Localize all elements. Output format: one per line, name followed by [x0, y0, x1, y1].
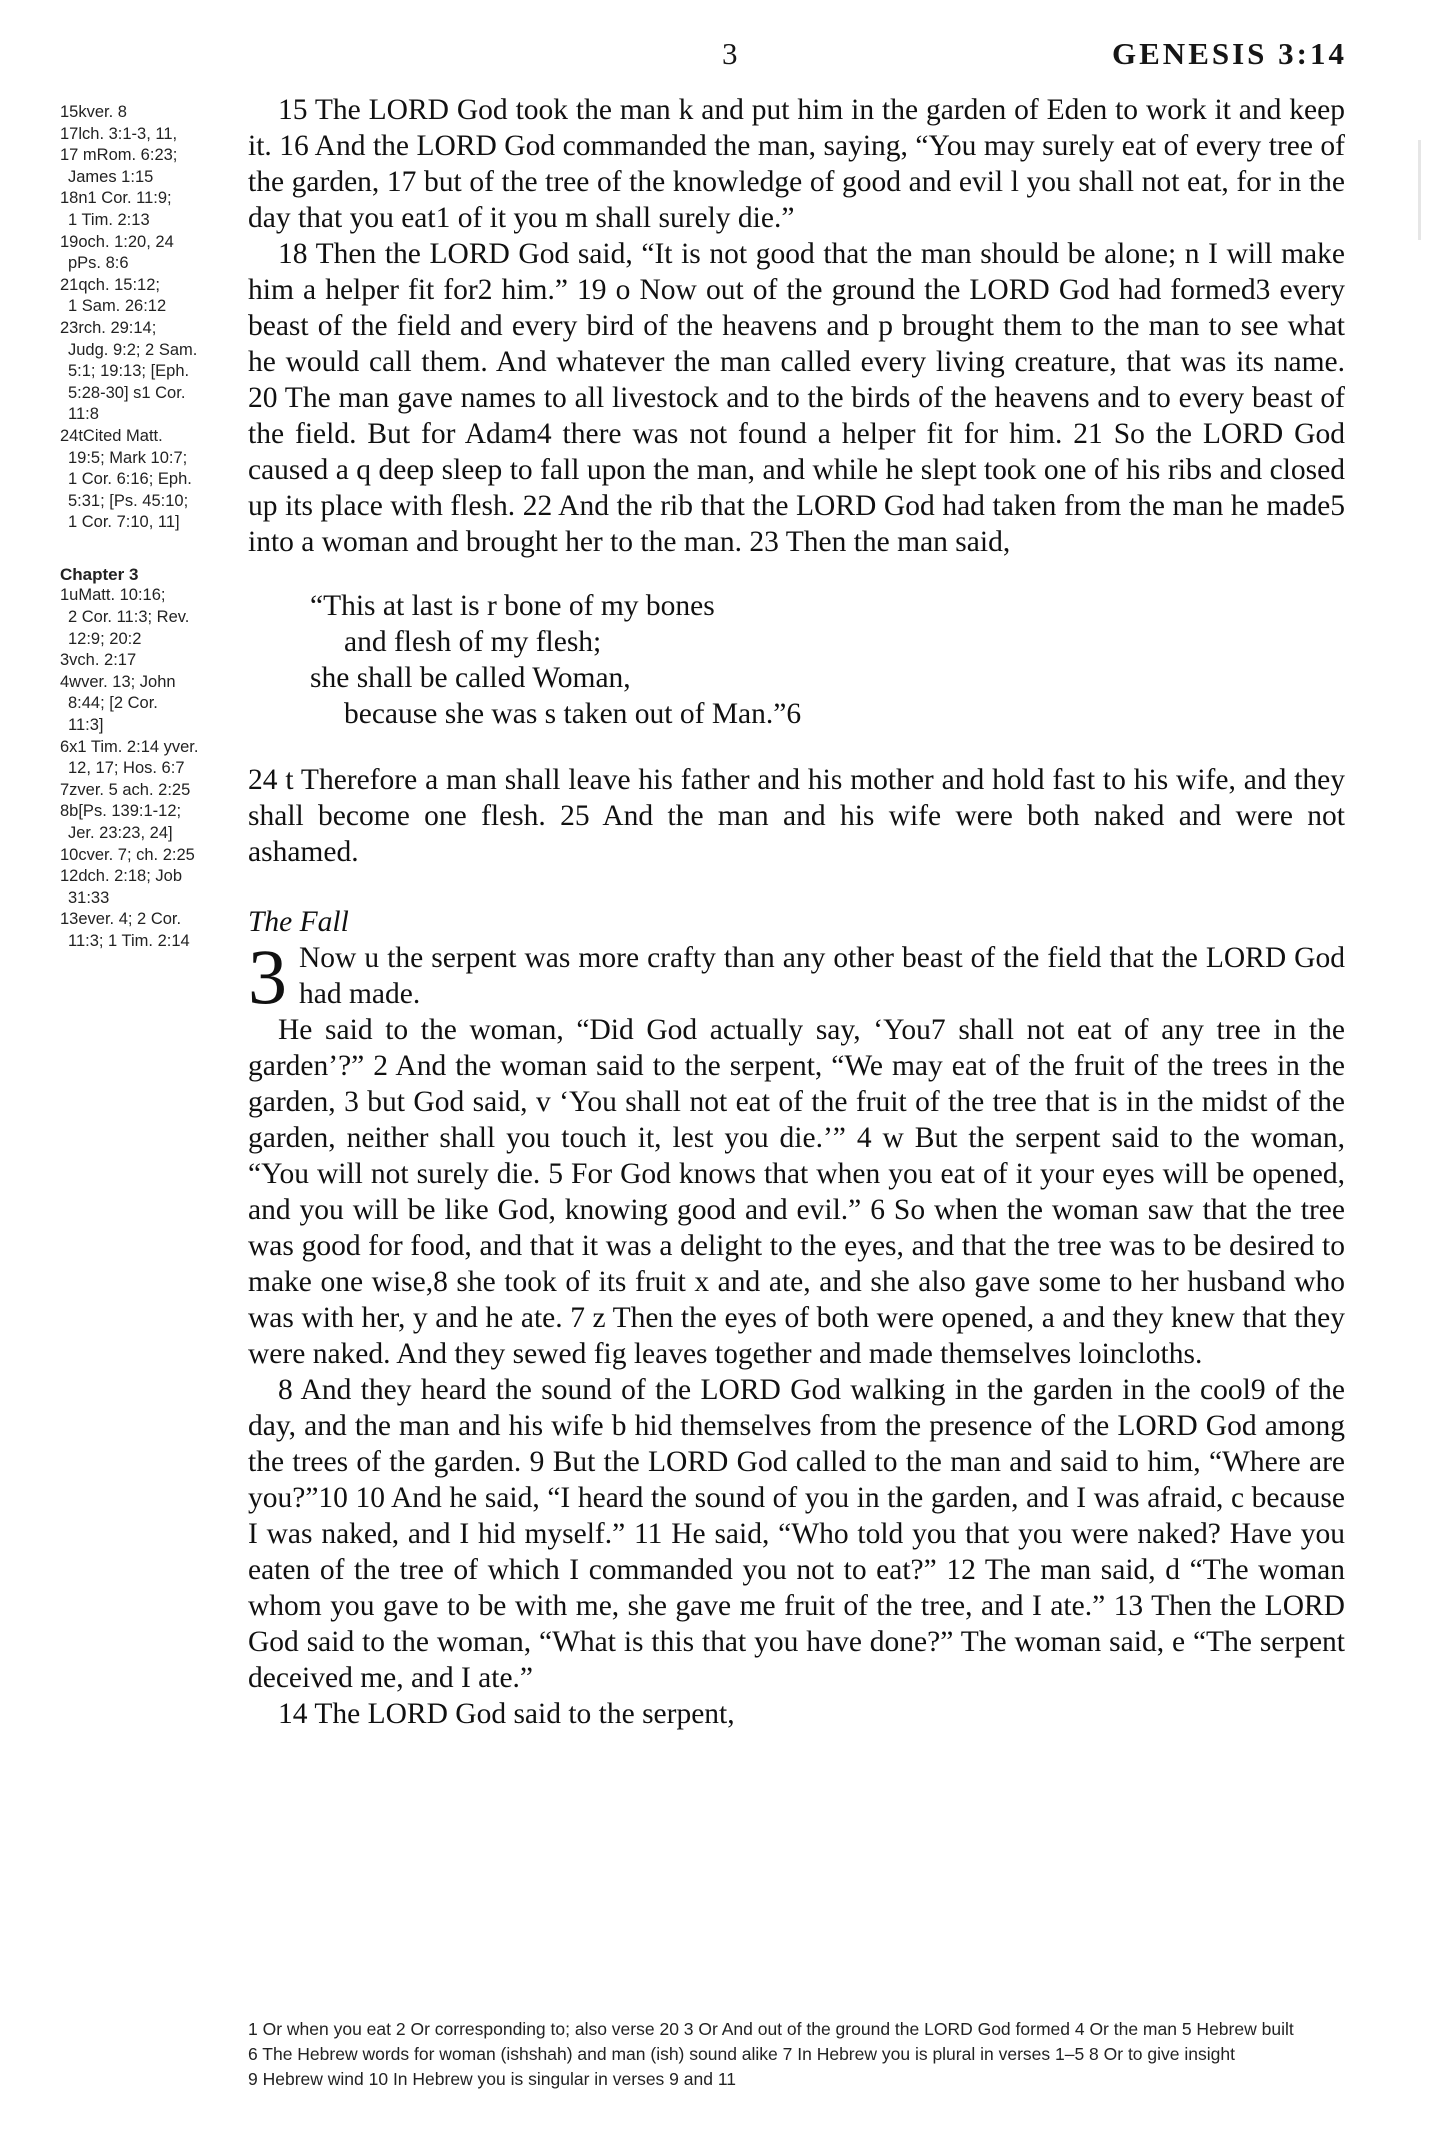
page-edge-mark	[1418, 140, 1421, 240]
cross-ref-line: 4wver. 13; John	[60, 672, 176, 691]
running-head: GENESIS 3:14	[1112, 36, 1347, 71]
cross-ref-line: 1 Cor. 7:10, 11]	[68, 513, 180, 532]
footnote-line: 9 Hebrew wind 10 In Hebrew you is singular in verses 9 and 11	[248, 2069, 736, 2089]
cross-ref-line: 24tCited Matt.	[60, 426, 163, 445]
cross-ref-line: 10cver. 7; ch. 2:25	[60, 845, 195, 864]
section-heading: The Fall	[248, 906, 349, 938]
cross-ref-line: Judg. 9:2; 2 Sam.	[68, 340, 198, 359]
page-header	[0, 36, 1429, 76]
chapter-number-drop-cap: 3	[248, 933, 287, 1020]
cross-ref-line: 1 Sam. 26:12	[68, 297, 167, 316]
cross-reference-column	[60, 102, 235, 953]
cross-ref-line: pPs. 8:6	[68, 254, 129, 273]
cross-ref-line: 17lch. 3:1-3, 11,	[60, 124, 178, 143]
cross-ref-line: 1 Cor. 6:16; Eph.	[68, 470, 192, 489]
poem-line: she shall be called Woman,	[310, 662, 631, 694]
cross-ref-line: 8b[Ps. 139:1-12;	[60, 802, 182, 821]
poem-line: and flesh of my flesh;	[344, 626, 602, 658]
cross-ref-line: 13ever. 4; 2 Cor.	[60, 910, 182, 929]
paragraph-verses-8-13: 8 And they heard the sound of the LORD God walking in the garden in the cool9 of the day, and the man and his wife b hid themselves from the presence of the LORD God among the trees of the garden. 9 But the LORD God called to the man and said to him, “Where are you?”10 10 And he said, “I heard the sound of you in the garden, and I was afraid, c because I was naked, and I hid myself.” 11 He said, “Who told you that you were naked? Have you eaten of the tree of which I commanded you not to eat?” 12 The man said, d “The woman whom you gave to be with me, she gave me fruit of the tree, and I ate.” 13 Then the LORD God said to the woman, “What is this that you have done?” The woman said, e “The serpent deceived me, and I ate.”	[248, 1374, 1345, 1694]
cross-ref-line: 3vch. 2:17	[60, 651, 137, 670]
paragraph-verses-15-17: 15 The LORD God took the man k and put him in the garden of Eden to work it and keep it. 16 And the LORD God commanded the man, saying, “You may surely eat of every tree of the garden, 17 but of the tree of the knowledge of good and evil l you shall not eat, for in the day that you eat1 of it you m shall surely die.”	[248, 94, 1345, 234]
cross-ref-line: 11:3; 1 Tim. 2:14	[68, 931, 190, 950]
cross-ref-line: 2 Cor. 11:3; Rev.	[68, 608, 190, 627]
footnote-line: 6 The Hebrew words for woman (ishshah) and man (ish) sound alike 7 In Hebrew you is plural in verses 1–5 8 Or to give insight	[248, 2044, 1235, 2064]
footnote-line: 1 Or when you eat 2 Or corresponding to; also verse 20 3 Or And out of the ground the LORD God formed 4 Or the man 5 Hebrew built	[248, 2019, 1294, 2039]
chapter-opening	[248, 933, 1345, 1020]
cross-ref-line: Jer. 23:23, 24]	[68, 824, 173, 842]
paragraph-verses-24-25: 24 t Therefore a man shall leave his father and his mother and hold fast to his wife, and they shall become one flesh. 25 And the man and his wife were both naked and were not ashamed.	[248, 764, 1345, 868]
cross-ref-line: 19och. 1:20, 24	[60, 232, 174, 251]
cross-ref-line: 1uMatt. 10:16;	[60, 586, 166, 605]
cross-ref-line: 15kver. 8	[60, 103, 127, 121]
paragraph-verses-1-7: He said to the woman, “Did God actually say, ‘You7 shall not eat of any tree in the garden’?” 2 And the woman said to the serpent, “We may eat of the fruit of the trees in the garden, 3 but God said, v ‘You shall not eat of the fruit of the tree that is in the midst of the garden, neither shall you touch it, lest you die.’” 4 w But the serpent said to the woman, “You will not surely die. 5 For God knows that when you eat of it your eyes will be opened, and you will be like God, knowing good and evil.” 6 So when the woman saw that the tree was good for food, and that it was a delight to the eyes, and that the tree was to be desired to make one wise,8 she took of its fruit x and ate, and she also gave some to her husband who was with her, y and he ate. 7 z Then the eyes of both were opened, a and they knew that they were naked. And they sewed fig leaves together and made themselves loincloths.	[248, 1014, 1345, 1370]
cross-ref-line: 23rch. 29:14;	[60, 318, 157, 337]
page-number: 3	[722, 36, 739, 71]
cross-ref-line: 8:44; [2 Cor.	[68, 694, 158, 713]
paragraph-verses-18-23: 18 Then the LORD God said, “It is not good that the man should be alone; n I will make him a helper fit for2 him.” 19 o Now out of the ground the LORD God had formed3 every beast of the field and every bird of the heavens and p brought them to the man to see what he would call them. And whatever the man called every living creature, that was its name. 20 The man gave names to all livestock and to the birds of the heavens and to every beast of the field. But for Adam4 there was not found a helper fit for him. 21 So the LORD God caused a q deep sleep to fall upon the man, and while he slept took one of his ribs and closed up its place with flesh. 22 And the rib that the LORD God had taken from the man he made5 into a woman and brought her to the man. 23 Then the man said,	[248, 238, 1345, 558]
paragraph-verse-14: 14 The LORD God said to the serpent,	[278, 1698, 735, 1730]
poem-line: because she was s taken out of Man.”6	[344, 698, 802, 730]
cross-ref-line: 7zver. 5 ach. 2:25	[60, 780, 191, 799]
footnotes	[248, 2017, 1348, 2092]
cross-ref-line: 12:9; 20:2	[68, 629, 142, 648]
cross-ref-chapter-label: Chapter 3	[60, 564, 139, 584]
cross-ref-line: 5:1; 19:13; [Eph.	[68, 362, 190, 381]
verse-1-text: Now u the serpent was more crafty than any other beast of the field that the LORD God had made.	[299, 942, 1345, 1010]
poem-verse-23	[248, 588, 1345, 732]
cross-ref-line: 12dch. 2:18; Job	[60, 867, 183, 886]
cross-ref-line: 1 Tim. 2:13	[68, 210, 150, 229]
cross-ref-line: 5:28-30] s1 Cor.	[68, 383, 186, 402]
cross-ref-line: 21qch. 15:12;	[60, 275, 160, 294]
cross-ref-line: 19:5; Mark 10:7;	[68, 448, 188, 467]
scripture-text	[248, 92, 1345, 1732]
cross-ref-line: 17 mRom. 6:23;	[60, 146, 178, 165]
cross-ref-line: 11:3]	[68, 716, 104, 735]
cross-ref-line: 5:31; [Ps. 45:10;	[68, 491, 189, 510]
cross-ref-line: 31:33	[68, 888, 110, 907]
cross-ref-line: 18n1 Cor. 11:9;	[60, 189, 172, 208]
cross-ref-line: 6x1 Tim. 2:14 yver.	[60, 737, 199, 756]
cross-ref-line: 12, 17; Hos. 6:7	[68, 759, 185, 778]
cross-ref-line: James 1:15	[68, 167, 154, 186]
cross-ref-line: 11:8	[68, 405, 99, 424]
poem-line: “This at last is r bone of my bones	[310, 590, 715, 622]
